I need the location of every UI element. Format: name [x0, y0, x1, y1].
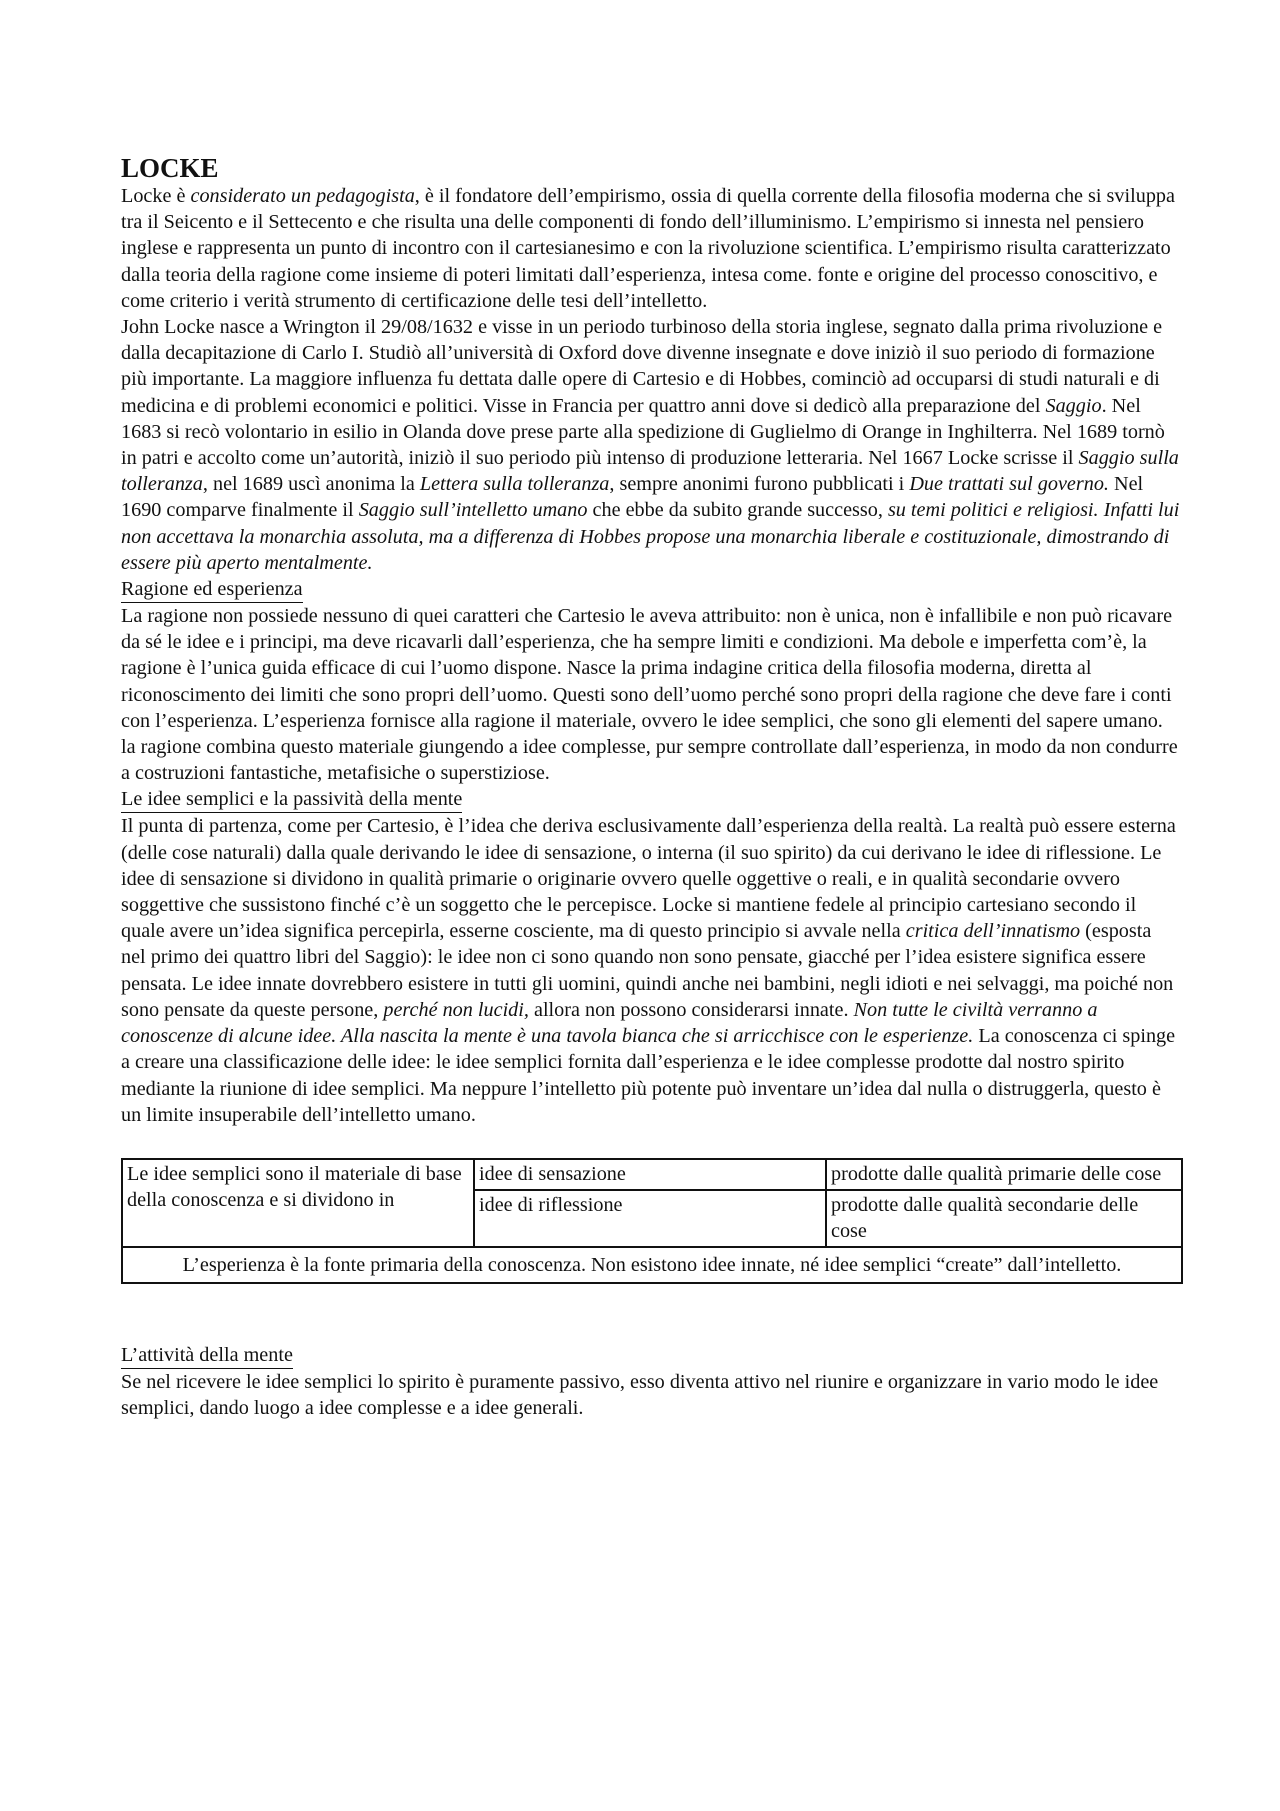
table-cell-desc: prodotte dalle qualità secondarie delle cose: [826, 1190, 1182, 1247]
italic-text: Saggio sulla tolleranza: [121, 447, 1179, 496]
text-run: , è il fondatore dell’empirismo, ossia di quella corrente della filosofia moderna che si sviluppa tra il Seicento e il Settecento e che risulta una delle componenti di fondo dell’illuminismo. L’empirismo si innesta nel pensiero inglese e rappresenta un punto di incontro con il cartesianesimo e con la rivoluzione scientifica. L’empirismo risulta caratterizzato dalla teoria della ragione come insieme di poteri limitati dall’esperienza, intesa come. fonte e origine del processo conoscitivo, e come criterio i verità strumento di certificazione delle tesi dell’intelletto.: [121, 185, 1175, 312]
heading-text: Le idee semplici e la passività della mente: [121, 788, 462, 813]
text-run: La ragione non possiede nessuno di quei caratteri che Cartesio le aveva attribuito: non è unica, non è infallibile e non può ricavare da sé le idee e i principi, ma deve ricavarli dall’esperienza, che ha sempre limiti e condizioni. Ma debole e imperfetta com’è, la ragione è l’unica guida efficace di cui l’uomo dispone. Nasce la prima indagine critica della filosofia moderna, diretta al riconoscimento dei limiti che sono propri dell’uomo. Questi sono dell’uomo perché sono propri della ragione che deve fare i conti con l’esperienza. L’esperienza fornisce alla ragione il materiale, ovvero le idee semplici, che sono gli elementi del sapere umano. la ragione combina questo materiale giungendo a idee complesse, pur sempre controllate dall’esperienza, in modo da non condurre a costruzioni fantastiche, metafisiche o superstiziose.: [121, 605, 1178, 785]
italic-text: Saggio sull’intelletto umano: [358, 499, 588, 522]
spacer: [121, 1284, 1181, 1342]
table-row: [122, 1159, 1182, 1190]
text-run: Locke è: [121, 185, 191, 207]
section-heading-idee-semplici: [121, 786, 1181, 813]
biography-paragraph: [121, 314, 1181, 576]
text-run: Se nel ricevere le idee semplici lo spirito è puramente passivo, esso diventa attivo nel riunire e organizzare in vario modo le idee semplici, dando luogo a idee complesse e a idee generali.: [121, 1370, 1159, 1420]
section-heading-ragione: [121, 576, 1181, 603]
italic-text: Non tutte le civiltà verranno a conoscenze di alcune idee. Alla nascita la mente è una tavola bianca che si arricchisce con le esperienze.: [121, 998, 1098, 1048]
text-run: , sempre anonimi furono pubblicati i: [609, 473, 910, 496]
table-cell-type: idee di riflessione: [474, 1190, 826, 1247]
intro-paragraph: [121, 183, 1181, 314]
italic-text: Due trattati sul governo.: [909, 473, 1109, 496]
text-run: Nel 1690 comparve finalmente il: [121, 473, 1144, 522]
heading-text: L’attività della mente: [121, 1344, 293, 1369]
table-cell-type: idee di sensazione: [474, 1159, 826, 1190]
text-run: John Locke nasce a Wrington il 29/08/1632 e visse in un periodo turbinoso della storia inglese, segnato dalla prima rivoluzione e dalla decapitazione di Carlo I. Studiò all’università di Oxford dove divenne insegnate e dove iniziò il suo periodo di formazione più importante. La maggiore influenza fu dettata dalle opere di Cartesio e di Hobbes, cominciò ad occuparsi di studi naturali e di medicina e di problemi economici e politici. Visse in Francia per quattro anni dove si dedicò alla preparazione del: [121, 316, 1163, 417]
idee-semplici-paragraph: [121, 813, 1181, 1127]
text-run: La conoscenza ci spinge a creare una classificazione delle idee: le idee semplici fornita dall’esperienza e le idee complesse prodotte dal nostro spirito mediante la riunione di idee semplici. Ma neppure l’intelletto più potente può inventare un’idea dal nulla o distruggerla, questo è un limite insuperabile dell’intelletto umano.: [121, 1025, 1176, 1126]
table-cell-left: Le idee semplici sono il materiale di base della conoscenza e si dividono in: [122, 1159, 474, 1247]
text-run: , nel 1689 uscì anonima la: [202, 473, 420, 496]
italic-text: Saggio: [1045, 394, 1102, 417]
heading-text: Ragione ed esperienza: [121, 578, 303, 603]
table-cell-desc: prodotte dalle qualità primarie delle cose: [826, 1159, 1182, 1190]
italic-text: considerato un pedagogista: [190, 185, 415, 207]
italic-text: critica dell’innatismo: [905, 920, 1081, 943]
italic-text: Lettera sulla tolleranza: [419, 473, 610, 496]
document-title: LOCKE: [121, 153, 219, 183]
ragione-paragraph: [121, 603, 1181, 786]
summary-table: [121, 1158, 1183, 1284]
italic-text: perché non lucidi,: [383, 998, 529, 1021]
text-run: . Nel 1683 si recò volontario in esilio in Olanda dove prese parte alla spedizione di Guglielmo di Orange in Inghilterra. Nel 1689 tornò in patri e accolto come un’autorità, iniziò il suo periodo più intenso di produzione letteraria. Nel 1667 Locke scrisse il: [121, 394, 1165, 470]
text-run: allora non possono considerarsi innate.: [528, 998, 854, 1021]
table-footer-cell: L’esperienza è la fonte primaria della conoscenza. Non esistono idee innate, né idee semplici “create” dall’intelletto.: [122, 1247, 1182, 1283]
section-heading-attivita: [121, 1342, 1181, 1369]
document-page: [121, 153, 1181, 1421]
table-row: [122, 1247, 1182, 1283]
attivita-paragraph: [121, 1369, 1181, 1421]
italic-text: su temi politici e religiosi. Infatti lui non accettava la monarchia assoluta, ma a differenza di Hobbes propose una monarchia liberale e costituzionale, dimostrando di essere più aperto mentalmente.: [121, 499, 1180, 574]
text-run: (esposta nel primo dei quattro libri del Saggio): le idee non ci sono quando non sono pensate, giacché per l’idea esistere significa essere pensata. Le idee innate dovrebbero esistere in tutti gli uomini, quindi anche nei bambini, negli idioti e nei selvaggi, ma poiché non sono pensate da queste persone,: [121, 920, 1174, 1021]
text-run: Il punta di partenza, come per Cartesio, è l’idea che deriva esclusivamente dall’esperienza della realtà. La realtà può essere esterna (delle cose naturali) dalla quale derivando le idee di sensazione, o interna (il suo spirito) da cui derivano le idee di riflessione. Le idee di sensazione si dividono in qualità primarie o originarie ovvero quelle oggettive o reali, e in qualità secondarie ovvero soggettive che sussistono finché c’è un soggetto che le percepisce. Locke si mantiene fedele al principio cartesiano secondo il quale avere un’idea significa percepirla, esserne cosciente, ma di questo principio si avvale nella: [121, 815, 1176, 943]
text-run: che ebbe da subito grande successo,: [587, 499, 888, 522]
